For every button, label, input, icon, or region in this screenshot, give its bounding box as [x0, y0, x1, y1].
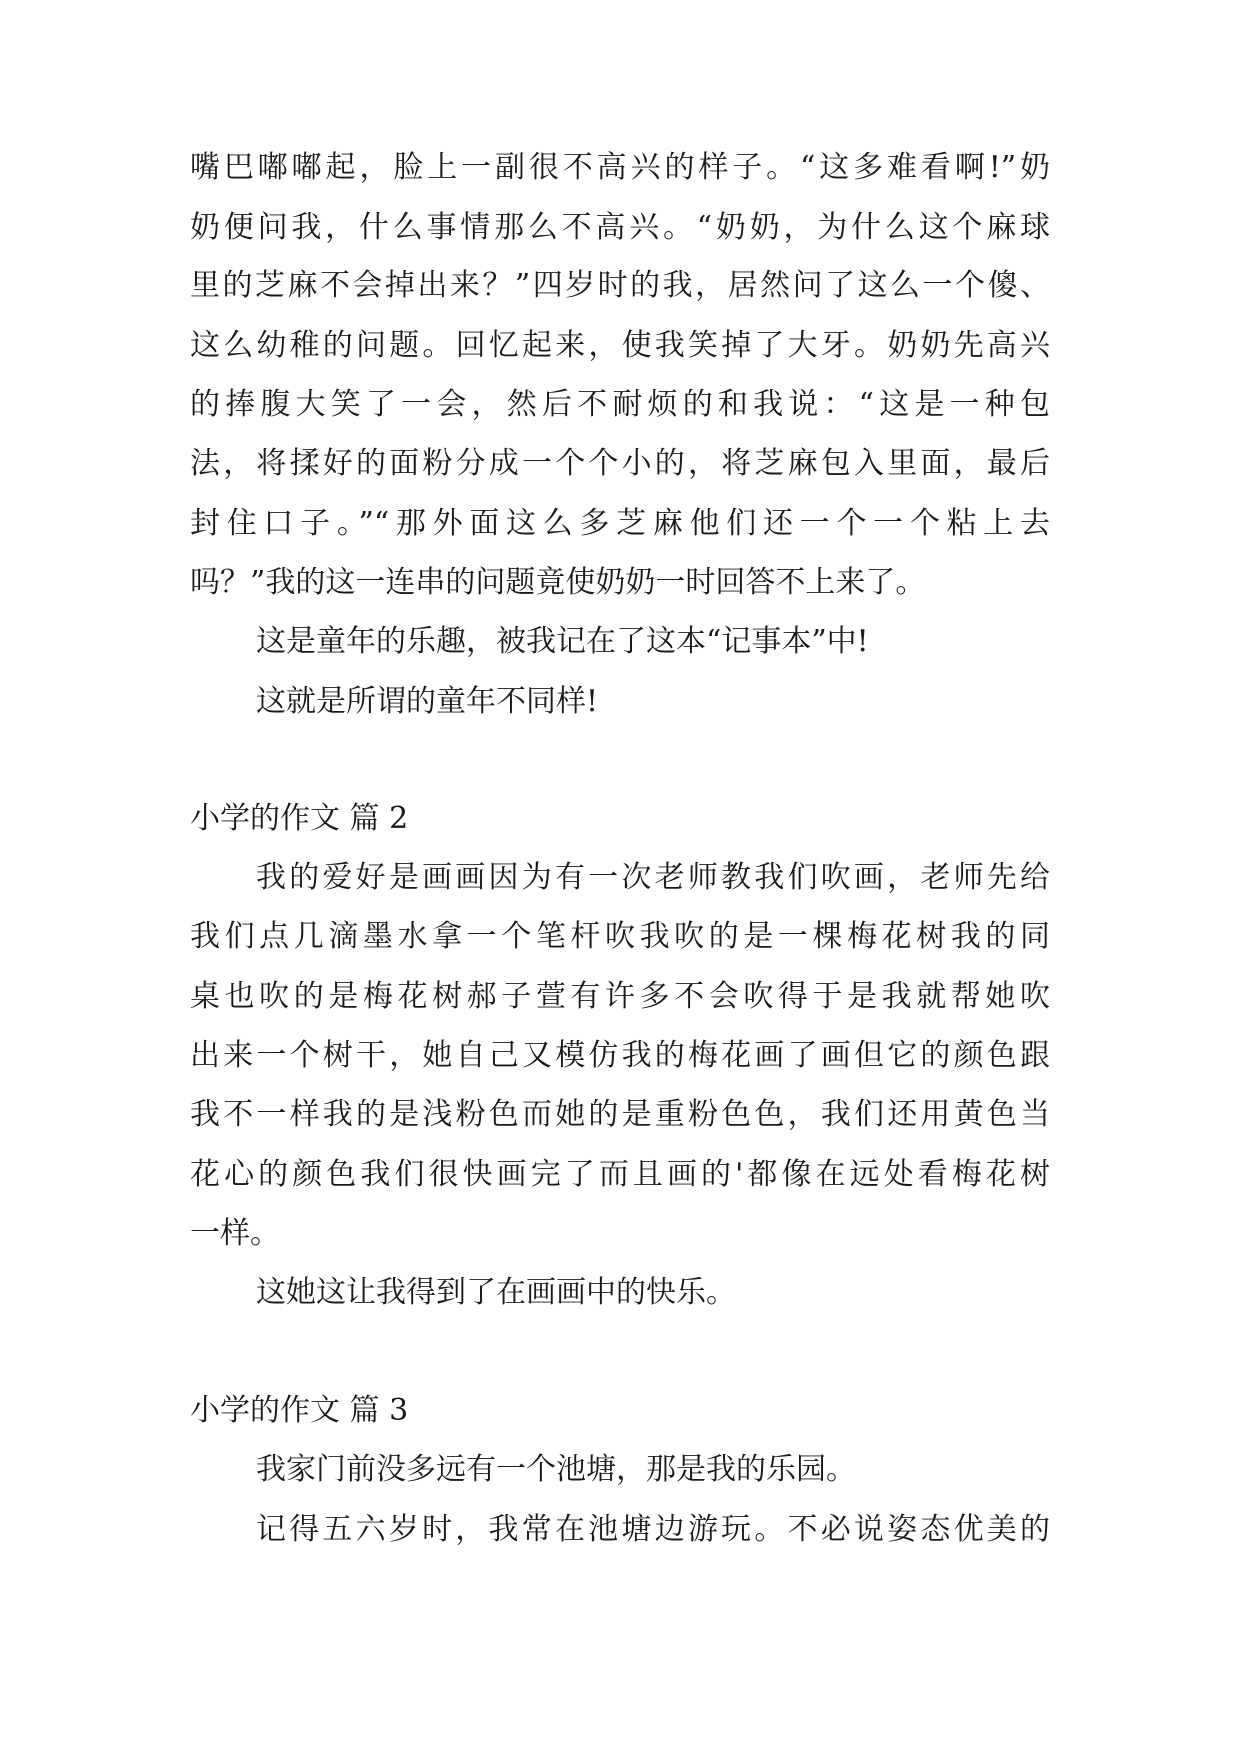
paragraph-line: 这是童年的乐趣，被我记在了这本“记事本”中! — [256, 624, 869, 659]
paragraph-line: 我们点几滴墨水拿一个笔杆吹我吹的是一棵梅花树我的同 — [190, 919, 1050, 954]
paragraph-line: 吗？”我的这一连串的问题竟使奶奶一时回答不上来了。 — [190, 565, 926, 600]
paragraph-line: 桌也吹的是梅花树郝子萱有许多不会吹得于是我就帮她吹 — [190, 979, 1050, 1014]
paragraph-line: 记得五六岁时，我常在池塘边游玩。不必说姿态优美的 — [256, 1512, 1050, 1547]
section-heading: 小学的作文 篇 2 — [190, 801, 409, 836]
paragraph-line: 我的爱好是画画因为有一次老师教我们吹画，老师先给 — [256, 860, 1050, 895]
paragraph-line: 这就是所谓的童年不同样! — [256, 684, 599, 719]
paragraph-line: 一样。 — [190, 1216, 280, 1251]
paragraph-line: 法，将揉好的面粉分成一个个小的，将芝麻包入里面，最后 — [190, 446, 1050, 481]
paragraph-line: 嘴巴嘟嘟起，脸上一副很不高兴的样子。“这多难看啊!”奶 — [190, 150, 1050, 185]
paragraph-line: 我不一样我的是浅粉色而她的是重粉色色，我们还用黄色当 — [190, 1097, 1050, 1132]
paragraph-line: 我家门前没多远有一个池塘，那是我的乐园。 — [256, 1452, 856, 1487]
paragraph-line: 花心的颜色我们很快画完了而且画的'都像在远处看梅花树 — [190, 1157, 1050, 1192]
paragraph-line: 这么幼稚的问题。回忆起来，使我笑掉了大牙。奶奶先高兴 — [190, 328, 1050, 363]
paragraph-line: 这她这让我得到了在画画中的快乐。 — [256, 1275, 736, 1310]
paragraph-line: 里的芝麻不会掉出来？”四岁时的我，居然问了这么一个傻、 — [190, 268, 1050, 303]
paragraph-line: 奶便问我，什么事情那么不高兴。“奶奶，为什么这个麻球 — [190, 210, 1050, 245]
section-heading: 小学的作文 篇 3 — [190, 1393, 409, 1428]
paragraph-line: 的捧腹大笑了一会，然后不耐烦的和我说：“这是一种包 — [190, 387, 1050, 422]
paragraph-line: 封住口子。”“那外面这么多芝麻他们还一个一个粘上去 — [190, 506, 1050, 541]
paragraph-line: 出来一个树干，她自己又模仿我的梅花画了画但它的颜色跟 — [190, 1038, 1050, 1073]
